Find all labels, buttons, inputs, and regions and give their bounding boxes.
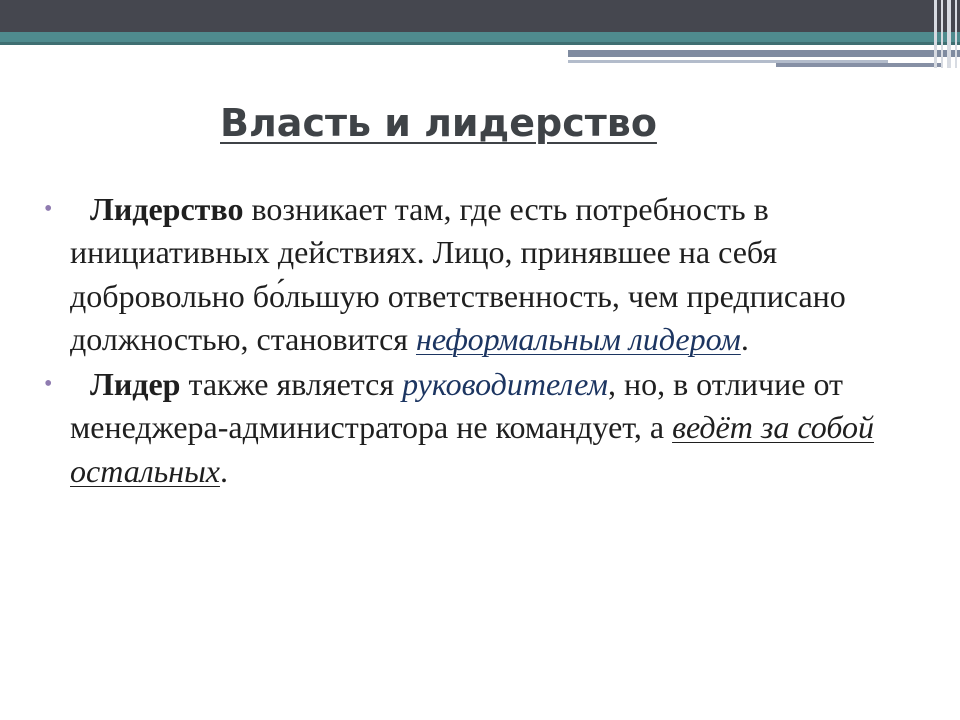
header-stripe xyxy=(0,32,960,42)
decorative-line xyxy=(776,63,942,67)
paragraph-text: , но, в отличие от менеджера-администратора не командует, а xyxy=(70,366,844,446)
bullet-paragraph xyxy=(40,363,920,493)
paragraph-text: возникает там, где есть потребность в инициативных действиях. Лицо, принявшее на себя добровольно бо́льшую ответственность, чем предписано должностью, становится xyxy=(70,191,846,357)
decorative-line xyxy=(568,50,960,57)
paragraph-text: . xyxy=(219,452,228,489)
header-stripe-shadow xyxy=(0,42,960,45)
bullet-marker: • xyxy=(44,196,53,222)
bullet-marker: • xyxy=(44,371,53,398)
header-bar xyxy=(0,0,960,32)
paragraph-text: также является xyxy=(180,366,403,403)
decorative-verticals xyxy=(932,0,960,68)
leads-others-link[interactable]: ведёт за собой остальных xyxy=(70,409,874,489)
manager-emphasis: руководителем xyxy=(402,366,608,403)
informal-leader-link[interactable]: неформальным лидером xyxy=(415,320,741,357)
term-leader: Лидер xyxy=(90,366,181,403)
bullet-paragraph xyxy=(40,188,920,361)
term-leadership: Лидерство xyxy=(90,191,244,227)
paragraph-text: . xyxy=(740,320,749,357)
slide-content xyxy=(40,188,920,493)
slide-title: Власть и лидерство xyxy=(220,101,657,145)
